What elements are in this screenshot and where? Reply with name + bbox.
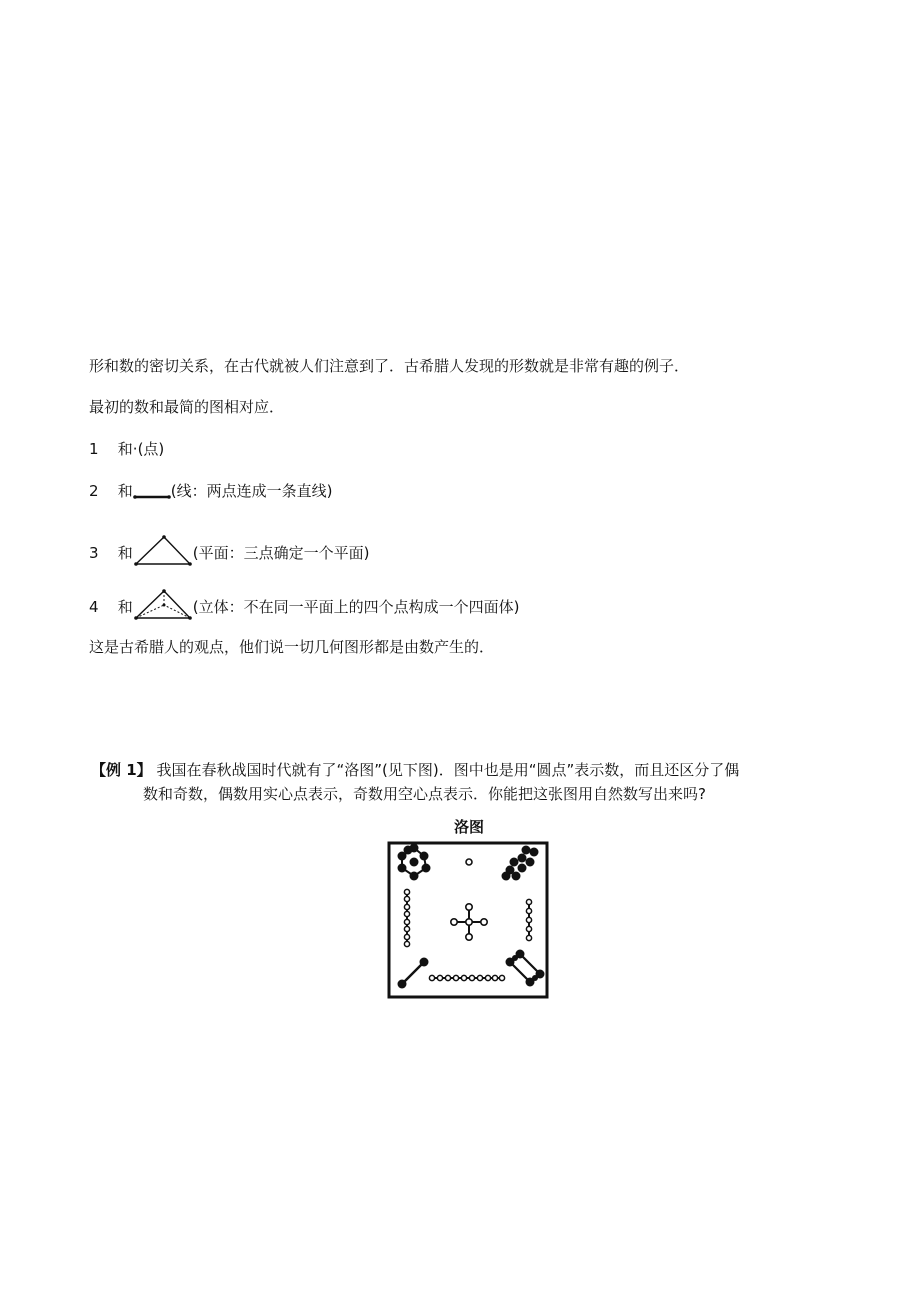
intro-line-2: 最初的数和最简的图相对应． bbox=[89, 398, 285, 416]
item-number: 2 bbox=[89, 482, 99, 500]
example-label: 【例 1】 bbox=[91, 761, 152, 779]
item-he: 和 bbox=[117, 482, 133, 500]
example-text-1: 我国在春秋战国时代就有了“洛图”(见下图)．图中也是用“圆点”表示数，而且还区分了偶 bbox=[156, 761, 740, 779]
item-he: 和 bbox=[117, 598, 133, 616]
group-four-solid bbox=[398, 844, 431, 881]
list-item bbox=[89, 588, 520, 622]
item-number: 1 bbox=[89, 440, 99, 458]
group-solid-cluster bbox=[502, 846, 539, 881]
triangle-figure bbox=[133, 534, 193, 568]
item-description: (立体：不在同一平面上的四个点构成一个四面体) bbox=[192, 598, 520, 616]
figure-title: 洛图 bbox=[453, 818, 484, 836]
item-description: (线：两点连成一条直线) bbox=[170, 482, 333, 500]
group-bottom-chain bbox=[429, 975, 504, 980]
single-hollow-dot bbox=[466, 859, 472, 865]
intro-line-1: 形和数的密切关系，在古代就被人们注意到了．古希腊人发现的形数就是非常有趣的例子． bbox=[89, 357, 690, 375]
list-item bbox=[89, 438, 164, 459]
list-item bbox=[89, 534, 370, 568]
item-number: 4 bbox=[89, 598, 99, 616]
item-he: 和 bbox=[117, 440, 133, 458]
line-segment-figure bbox=[133, 488, 171, 502]
item-description: ·(点) bbox=[132, 440, 165, 458]
item-he: 和 bbox=[117, 544, 133, 562]
group-left-chain bbox=[404, 889, 409, 946]
group-center-cross bbox=[451, 904, 487, 940]
group-right-chain bbox=[526, 899, 531, 940]
list-item bbox=[89, 480, 333, 502]
group-six-solid bbox=[506, 950, 545, 987]
item-number: 3 bbox=[89, 544, 99, 562]
luoshu-figure bbox=[386, 816, 552, 1004]
conclusion-text: 这是古希腊人的观点，他们说一切几何图形都是由数产生的． bbox=[89, 638, 495, 656]
example-line-1 bbox=[91, 759, 739, 780]
tetrahedron-figure bbox=[133, 588, 193, 622]
example-line-2: 数和奇数，偶数用实心点表示，奇数用空心点表示．你能把这张图用自然数写出来吗? bbox=[143, 785, 706, 803]
group-two-solid bbox=[398, 958, 429, 989]
luoshu-diagram bbox=[386, 840, 552, 1002]
item-description: (平面：三点确定一个平面) bbox=[192, 544, 370, 562]
